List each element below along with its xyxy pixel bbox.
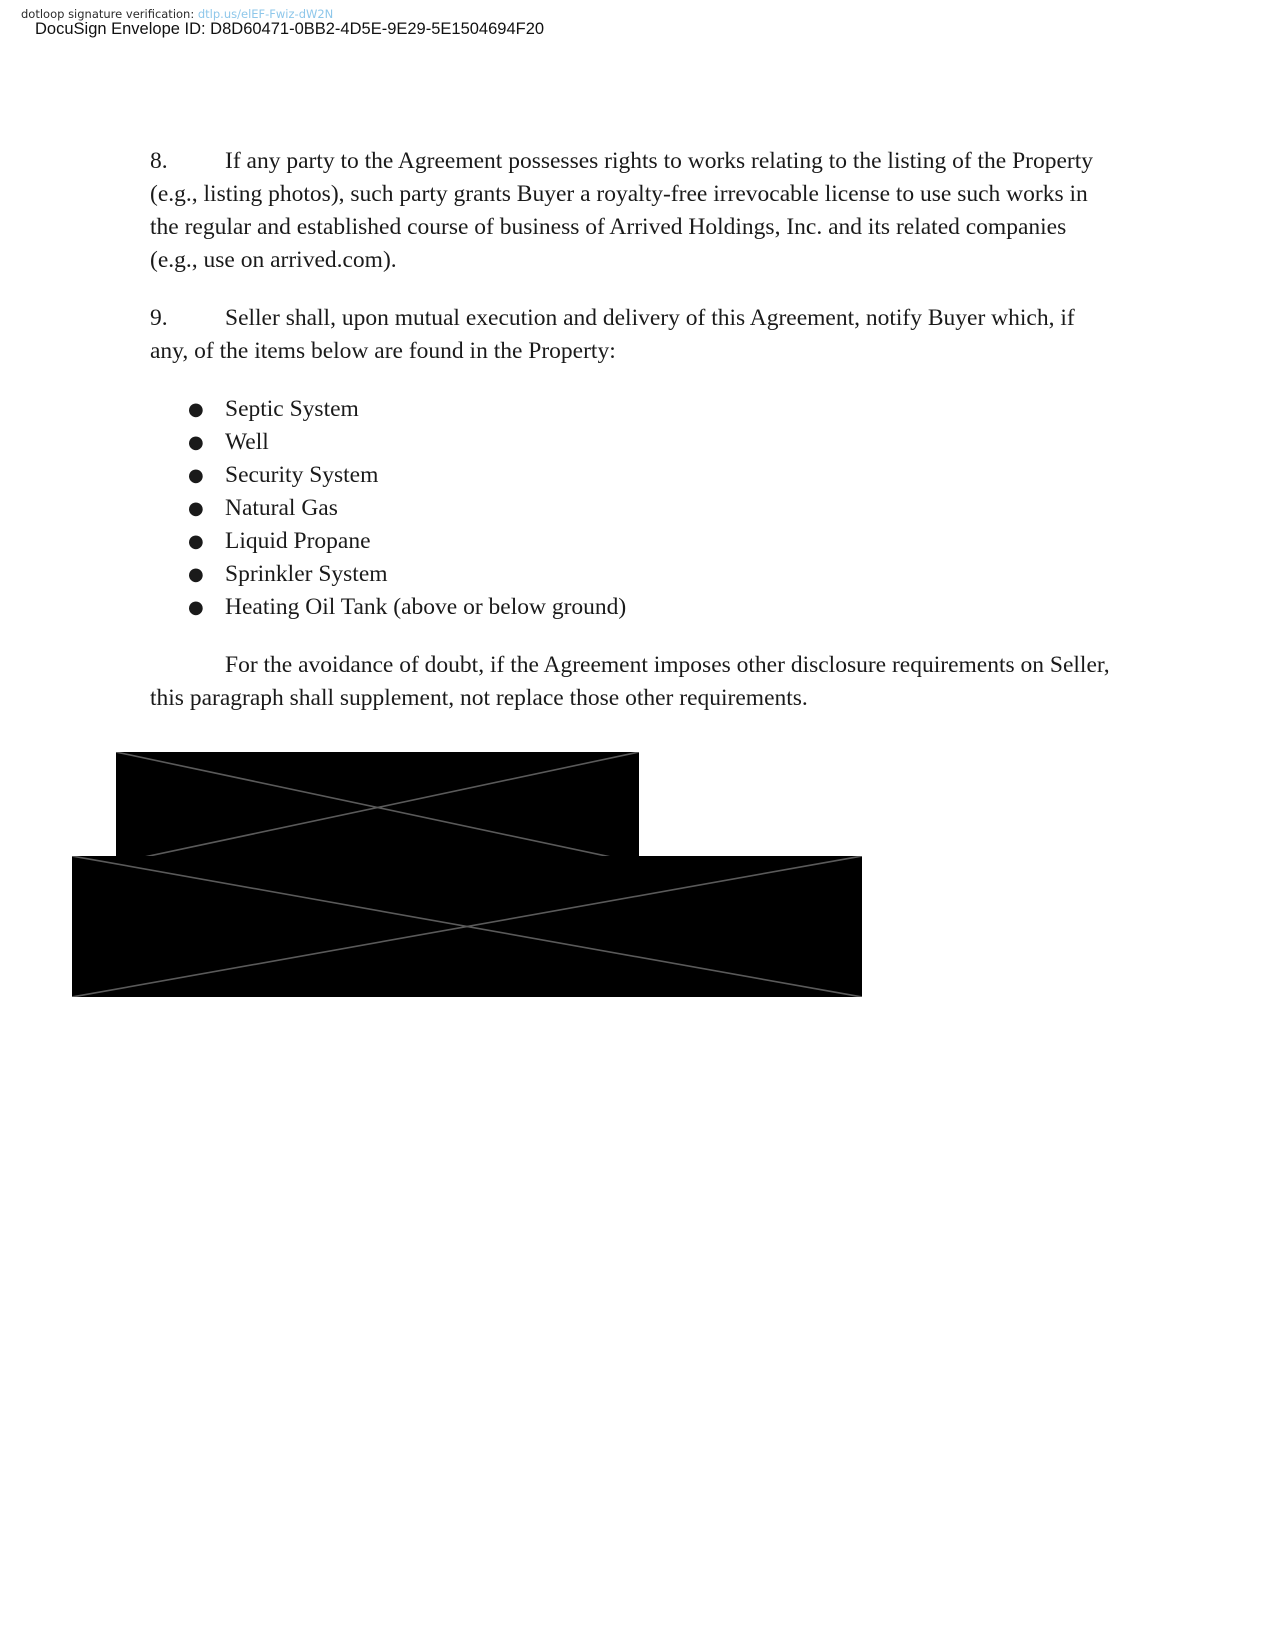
bullet-icon: ● bbox=[188, 564, 204, 585]
verification-label: dotloop signature verification: bbox=[21, 7, 195, 21]
bullet-icon: ● bbox=[188, 465, 204, 486]
signature-verification-line bbox=[21, 7, 333, 21]
bullet-icon: ● bbox=[188, 498, 204, 519]
list-item-label: Heating Oil Tank (above or below ground) bbox=[225, 594, 627, 620]
list-item-label: Septic System bbox=[225, 396, 359, 422]
list-item bbox=[150, 459, 1110, 492]
list-item-label: Security System bbox=[225, 462, 379, 488]
bullet-icon: ● bbox=[188, 432, 204, 453]
redaction-cross-icon bbox=[116, 752, 639, 863]
list-item bbox=[150, 492, 1110, 525]
list-item bbox=[150, 426, 1110, 459]
list-item bbox=[150, 558, 1110, 591]
list-item bbox=[150, 591, 1110, 624]
paragraph-8-number: 8. bbox=[150, 148, 168, 174]
paragraph-8 bbox=[150, 145, 1110, 277]
bullet-icon: ● bbox=[188, 597, 204, 618]
paragraph-9-number: 9. bbox=[150, 305, 168, 331]
document-body bbox=[150, 145, 1110, 715]
list-item-label: Liquid Propane bbox=[225, 528, 371, 554]
envelope-id: DocuSign Envelope ID: D8D60471-0BB2-4D5E-9E29-5E1504694F20 bbox=[35, 20, 545, 38]
paragraph-8-text: If any party to the Agreement possesses rights to works relating to the listing of the Property (e.g., listing photos), such party grants Buyer a royalty-free irrevocable license to use such works in the regular and established course of business of Arrived Holdings, Inc. and its related companies (e.g., use on arrived.com). bbox=[150, 148, 1094, 273]
bullet-icon: ● bbox=[188, 399, 204, 420]
list-item bbox=[150, 393, 1110, 426]
list-item-label: Well bbox=[225, 429, 269, 455]
redaction-block-top bbox=[116, 752, 639, 863]
paragraph-9-text: Seller shall, upon mutual execution and delivery of this Agreement, notify Buyer which, if any, of the items below are found in the Property: bbox=[150, 305, 1075, 364]
closing-paragraph: For the avoidance of doubt, if the Agreement imposes other disclosure requirements on Seller, this paragraph shall supplement, not replace those other requirements. bbox=[150, 652, 1110, 711]
list-item bbox=[150, 525, 1110, 558]
redaction-block-bottom bbox=[72, 856, 862, 997]
verification-link[interactable]: dtlp.us/elEF-Fwiz-dW2N bbox=[197, 7, 334, 21]
list-item-label: Natural Gas bbox=[225, 495, 338, 521]
list-item-label: Sprinkler System bbox=[225, 561, 388, 587]
property-items-list bbox=[150, 393, 1110, 624]
bullet-icon: ● bbox=[188, 531, 204, 552]
paragraph-9 bbox=[150, 302, 1110, 368]
redaction-cross-icon bbox=[72, 856, 862, 997]
